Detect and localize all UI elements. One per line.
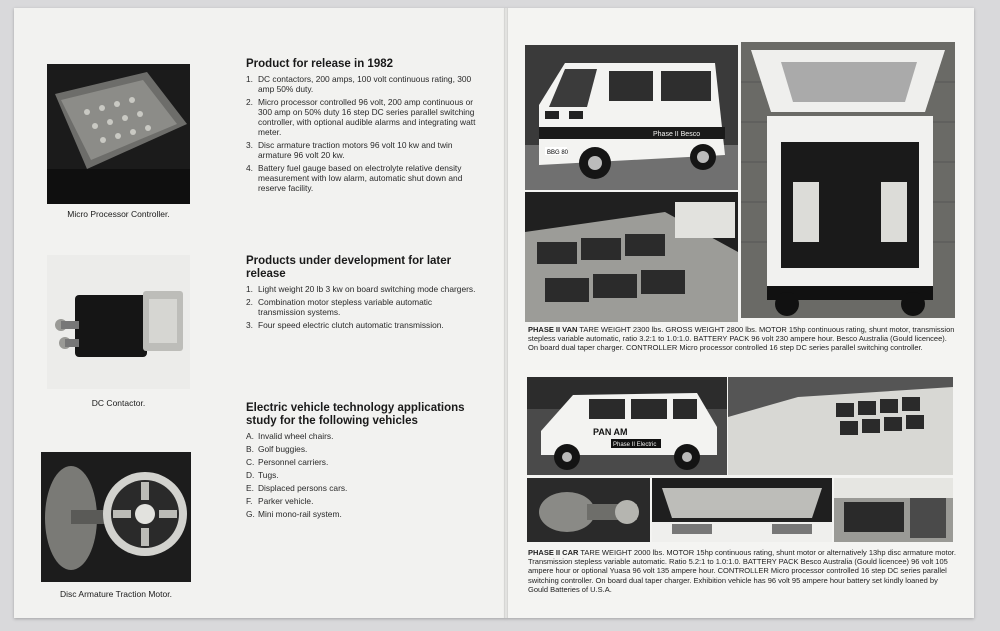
controller-image: [47, 64, 190, 204]
van-badge: Phase II Besco: [653, 131, 701, 138]
van-rear-image: [741, 42, 955, 318]
van-front-image: [525, 45, 738, 190]
list-item: C. Personnel carriers.: [246, 457, 329, 467]
contactor-photo: [47, 255, 190, 389]
section-heading: Products under development for later release: [246, 255, 452, 280]
van-front-photo: [525, 45, 738, 190]
list-item: B. Golf buggies.: [246, 444, 308, 454]
motor-image: [41, 452, 191, 582]
motor-caption: Disc Armature Traction Motor.: [60, 589, 172, 599]
section-under-development: [246, 255, 476, 333]
van-spec-label: PHASE II VAN: [528, 325, 578, 334]
car-brand: PAN AM: [593, 427, 628, 437]
motor-photo: [41, 452, 191, 582]
car-side-image: [527, 377, 727, 475]
car-motor-photo: [527, 478, 650, 542]
van-battery-image: [525, 192, 738, 322]
section-heading: Product for release in 1982: [246, 58, 394, 70]
car-boot-photo: [652, 478, 832, 542]
applications-list: [246, 431, 476, 519]
contactor-caption: DC Contactor.: [91, 398, 146, 408]
section-applications-study: [246, 402, 476, 522]
van-spec-text: [528, 325, 956, 353]
section-heading: Electric vehicle technology applications study for the following vehicles: [246, 402, 465, 427]
car-motor-image: [527, 478, 650, 542]
page-fold: [504, 8, 508, 618]
release-list: [246, 74, 476, 193]
section-release-1982: [246, 58, 476, 196]
list-item: 1. Light weight 20 lb 3 kw on board switching mode chargers.: [246, 284, 476, 294]
car-boot-image: [652, 478, 832, 542]
list-item: G. Mini mono-rail system.: [246, 509, 342, 519]
car-spec-label: PHASE II CAR: [528, 548, 579, 557]
list-item: D. Tugs.: [246, 470, 279, 480]
car-badge: Phase II Electric: [613, 442, 657, 448]
car-interior-image: [834, 478, 953, 542]
van-plate: BBG 80: [547, 150, 569, 156]
van-rear-photo: [741, 42, 955, 318]
list-item: A. Invalid wheel chairs.: [246, 431, 334, 441]
development-list: [246, 284, 476, 330]
car-side-photo: [527, 377, 727, 475]
van-battery-photo: [525, 192, 738, 322]
controller-photo: [47, 64, 190, 204]
car-spec-body: TARE WEIGHT 2000 lbs. MOTOR 15hp continuous rating, shunt motor or alternatively 13hp disc armature motor. Transmission stepless variable automatic. Ratio 5.2:1 to 1.0:1.0. BATTERY PACK Besco Australia (Gould licencee) 96 volt 105 ampere hour or optional Yuasa 96 volt 135 ampere hour. CONTROLLER Micro processor controlled 16 step DC series parallel switching controller. On board dual taper charger. Exhibition vehicle has 96 volt 95 ampere hour battery set kindly loaned by Gould Batteries of U.S.A.: [528, 548, 956, 594]
list-item: 2. Combination motor stepless variable automatic transmission systems.: [246, 297, 433, 317]
car-rear-image: [728, 377, 953, 475]
car-interior-photo: [834, 478, 953, 542]
list-item: 3. Four speed electric clutch automatic transmission.: [246, 320, 444, 330]
car-spec-text: [528, 548, 956, 594]
list-item: 4. Battery fuel gauge based on electrolyte relative density measurement with low alarm, automatic shut down and reserve facility.: [246, 163, 463, 193]
list-item: 3. Disc armature traction motors 96 volt 10 kw and twin armature 96 volt 20 kw.: [246, 140, 453, 160]
contactor-image: [47, 255, 190, 389]
car-rear-photo: [728, 377, 953, 475]
list-item: 2. Micro processor controlled 96 volt, 200 amp continuous or 300 amp on 50% duty 16 step DC series parallel switching controller, with optional audible alarms and integrating watt meter.: [246, 97, 476, 137]
list-item: F. Parker vehicle.: [246, 496, 314, 506]
list-item: 1. DC contactors, 200 amps, 100 volt continuous rating, 300 amp 50% duty.: [246, 74, 472, 94]
controller-caption: Micro Processor Controller.: [67, 209, 170, 219]
van-spec-body: TARE WEIGHT 2300 lbs. GROSS WEIGHT 2800 lbs. MOTOR 15hp continuous rating, shunt motor, transmission stepless variable automatic, ratio 3.2:1 to 1.0:1.0. BATTERY PACK 96 volt 230 ampere hour. Besco Australia (Gould licencee). On board dual taper charger. CONTROLLER Micro processor controlled 16 step DC series parallel switching controller.: [528, 325, 955, 353]
list-item: E. Displaced persons cars.: [246, 483, 348, 493]
